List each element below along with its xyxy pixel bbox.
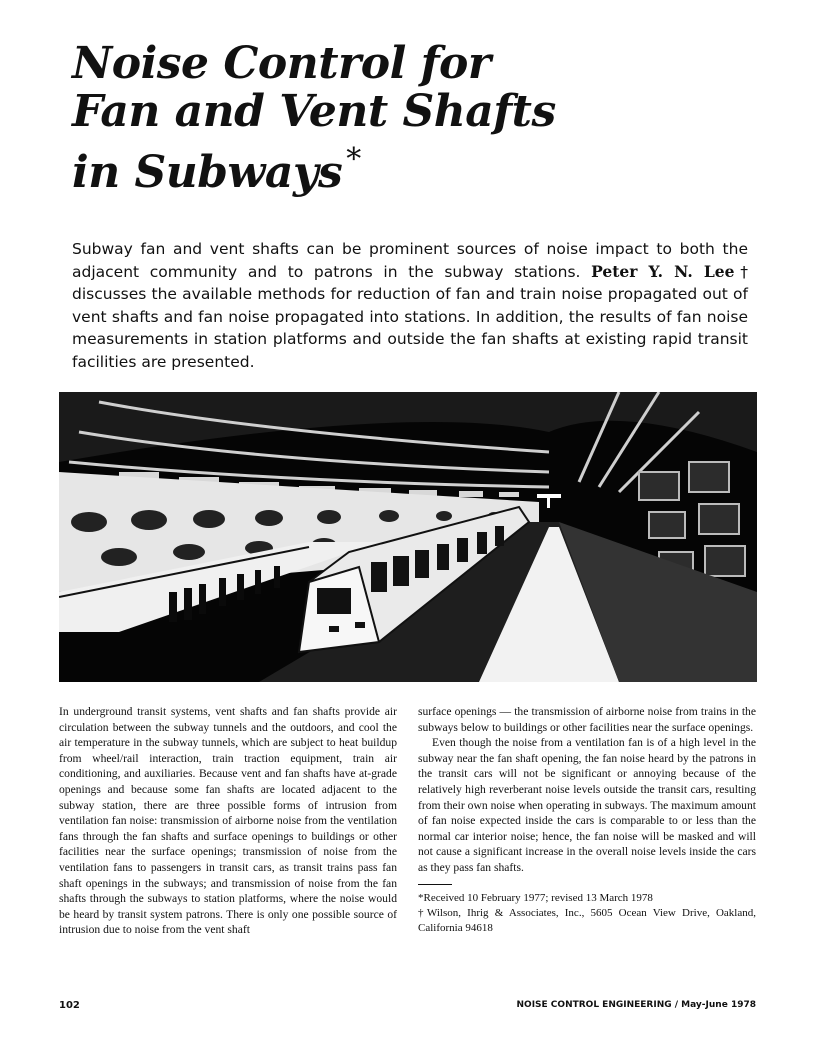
body-paragraph: Even though the noise from a ventilation fan is of a high level in the subway near the fan shaft opening, the fan noise heard by the patrons in the transit cars will not be significant or annoying because of the relatively high reverberant noise levels outside the transit cars, resulting from their own noise when operating in subways. The maximum amount of fan noise expected inside the cars is comparable to or less than the normal car interior noise; hence, the fan noise will be masked and will not cause a significant increase in the overall noise levels inside the cars as they pass fan shafts. — [418, 736, 756, 874]
title-line-1: Noise Control for — [72, 38, 491, 89]
body-paragraph: surface openings — the transmission of airborne noise from trains in the subways below to buildings or other facilities near the surface openings. — [418, 705, 756, 734]
body-paragraph: In underground transit systems, vent shafts and fan shafts provide air circulation between the subway tunnels and the outdoors, and cool the air temperature in the subway tunnels, which are subject to heat buildup from wheel/rail interaction, train traction equipment, train air conditioning, and auxiliaries. Because vent and fan shafts have at-grade openings and because some fan shafts are located adjacent to the subway station, there are three possible forms of intrusion from ventilation fan noise: transmission of airborne noise from the ventilation fans through the fan shafts and surface openings to buildings or other facilities near the surface openings; transmission of noise from the ventilation fans to passengers in transit cars, as transit trains pass fan shaft openings in the subways; and transmission of noise from the fan shafts through the subways to station platforms, where the noise would be heard by transit system patrons. There is only one possible source of intrusion due to noise from the vent shaft — [59, 705, 397, 937]
article-title — [72, 40, 672, 197]
author-name: Peter Y. N. Lee — [591, 261, 735, 281]
footnote-affiliation: †Wilson, Ihrig & Associates, Inc., 5605 Ocean View Drive, Oakland, California 94618 — [418, 906, 756, 934]
abstract-text-after: discusses the available methods for reduction of fan and train noise propagated out of vent shafts and fan noise propagated into stations. In addition, the results of fan noise measurements in station platforms and outside the fan shafts at existing rapid transit facilities are presented. — [72, 285, 748, 371]
title-line-3-text: in Subways — [72, 147, 343, 198]
title-line-3 — [72, 136, 672, 197]
abstract — [72, 238, 748, 374]
journal-footer: NOISE CONTROL ENGINEERING / May-June 1978 — [516, 1000, 756, 1010]
footnote-divider — [418, 884, 452, 885]
abstract-text-before: Subway fan and vent shafts can be prominent sources of noise impact to both the adjacent community and to patrons in the subway stations. — [72, 240, 748, 281]
footnote-received: *Received 10 February 1977; revised 13 March 1978 — [418, 891, 653, 904]
subway-station-photo — [59, 392, 757, 682]
page-number: 102 — [59, 1000, 80, 1011]
title-line-2: Fan and Vent Shafts — [72, 86, 556, 137]
body-left-column — [59, 704, 397, 938]
title-asterisk: * — [346, 142, 361, 177]
body-right-column — [418, 704, 756, 936]
author-dagger: † — [734, 262, 748, 281]
